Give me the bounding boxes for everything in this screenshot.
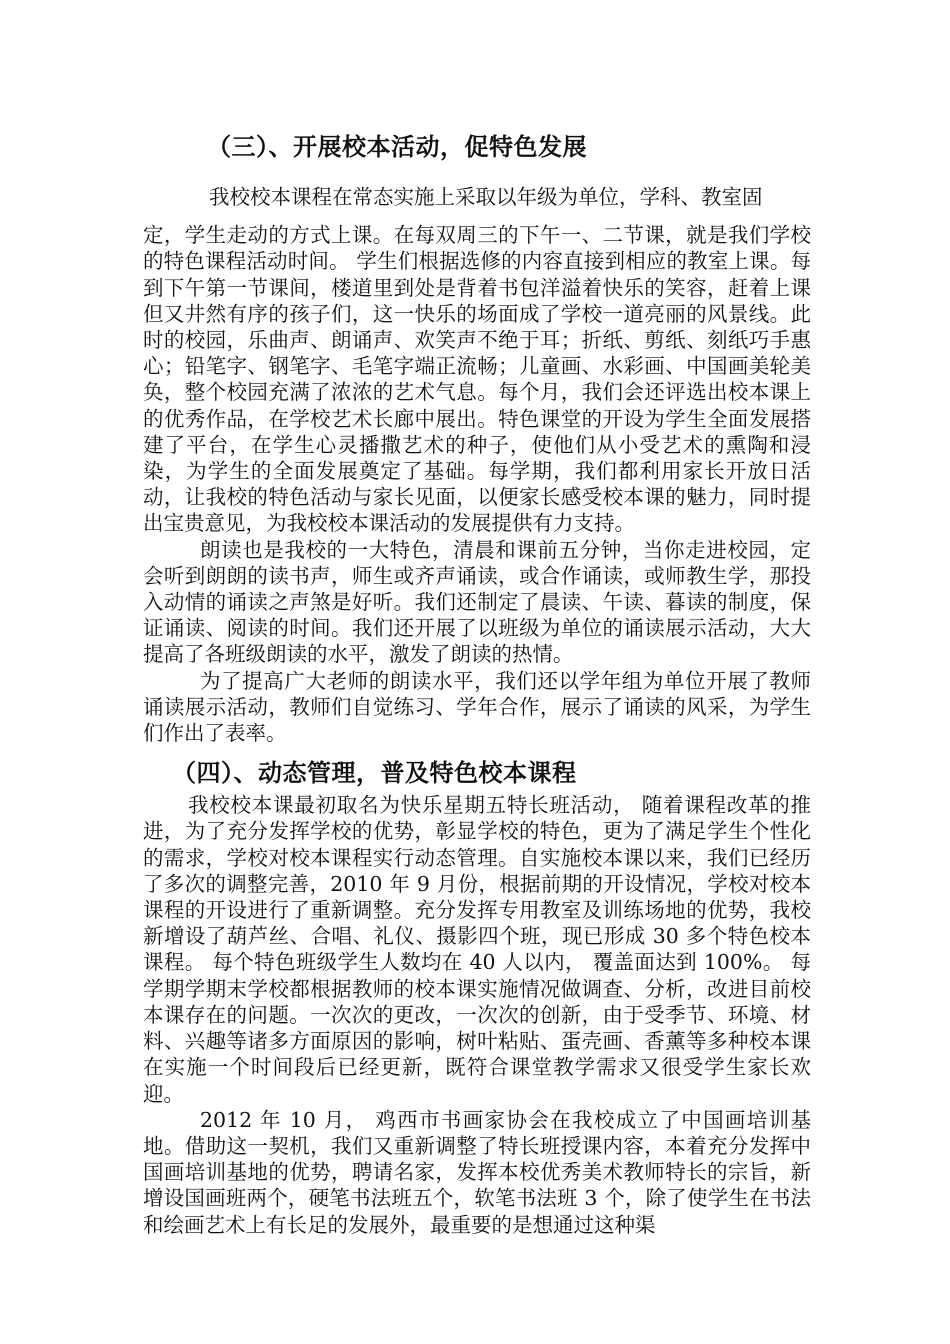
section-4-paragraph-1: 我校校本课最初取名为快乐星期五特长班活动， 随着课程改革的推进，为了充分发挥学校的优势，彰显学校的特色，更为了满足学生个性化的需求，学校对校本课程实行动态管理。自实施校本课以来，我们已经历了多次的调整完善，2010 年 9 月份，根据前期的开设情况，学校对校本课程的开设进行了重新调整。充分发挥专用教室及训练场地的优势，我校新增设了葫芦丝、合唱、礼仪、摄影四个班，现已形成 30 多个特色校本课程。 每个特色班级学生人数均在 40 人以内， 覆盖面达到 100%。 每学期学期末学校都根据教师的校本课实施情况做调查、分析，改进目前校本课存在的问题。一次次的更改，一次次的创新，由于受季节、环境、材料、兴趣等诸多方面原因的影响，树叶粘贴、蛋壳画、香薰等多种校本课在实施一个时间段后已经更新，既符合课堂教学需求又很受学生家长欢迎。 [143,793,811,1106]
section-3-paragraph-2: 朗读也是我校的一大特色，清晨和课前五分钟，当你走进校园，定会听到朗朗的读书声，师生或齐声诵读，或合作诵读，或师教生学，那投入动情的诵读之声煞是好听。我们还制定了晨读、午读、暮读的制度，保证诵读、阅读的时间。我们还开展了以班级为单位的诵读展示活动，大大提高了各班级朗读的水平，激发了朗读的热情。 [143,537,811,667]
document-body [143,130,811,1238]
section-3-paragraph-1-first-line: 我校校本课程在常态实施上采取以年级为单位，学科、教室固 [209,185,763,209]
section-3-paragraph-3: 为了提高广大老师的朗读水平，我们还以学年组为单位开展了教师诵读展示活动，教师们自觉练习、学年合作，展示了诵读的风采，为学生们作出了表率。 [143,668,811,746]
section-3-paragraph-1: 定，学生走动的方式上课。在每双周三的下午一、二节课，就是我们学校的特色课程活动时间。 学生们根据选修的内容直接到相应的教室上课。每到下午第一节课间，楼道里到处是背着书包洋溢着快乐的笑容，赶着上课但又井然有序的孩子们，这一快乐的场面成了学校一道亮丽的风景线。此时的校园，乐曲声、朗诵声、欢笑声不绝于耳；折纸、剪纸、刻纸巧手惠心；铅笔字、钢笔字、毛笔字端正流畅；儿童画、水彩画、中国画美轮美奂，整个校园充满了浓浓的艺术气息。每个月，我们会还评选出校本课上的优秀作品，在学校艺术长廊中展出。特色课堂的开设为学生全面发展搭建了平台，在学生心灵播撒艺术的种子，使他们从小受艺术的熏陶和浸染，为学生的全面发展奠定了基础。每学期，我们都利用家长开放日活动，让我校的特色活动与家长见面，以便家长感受校本课的魅力，同时提出宝贵意见，为我校校本课活动的发展提供有力支持。 [143,223,811,536]
section-4-paragraph-2: 2012 年 10 月， 鸡西市书画家协会在我校成立了中国画培训基地。借助这一契机，我们又重新调整了特长班授课内容，本着充分发挥中国画培训基地的优势，聘请名家，发挥本校优秀美术教师特长的宗旨，新增设国画班两个，硬笔书法班五个，软笔书法班 3 个，除了使学生在书法和绘画艺术上有长足的发展外，最重要的是想通过这种渠 [143,1107,811,1237]
section-heading-4: （四）、动态管理，普及特色校本课程 [172,758,577,788]
section-heading-3: （三）、开展校本活动，促特色发展 [207,132,587,161]
